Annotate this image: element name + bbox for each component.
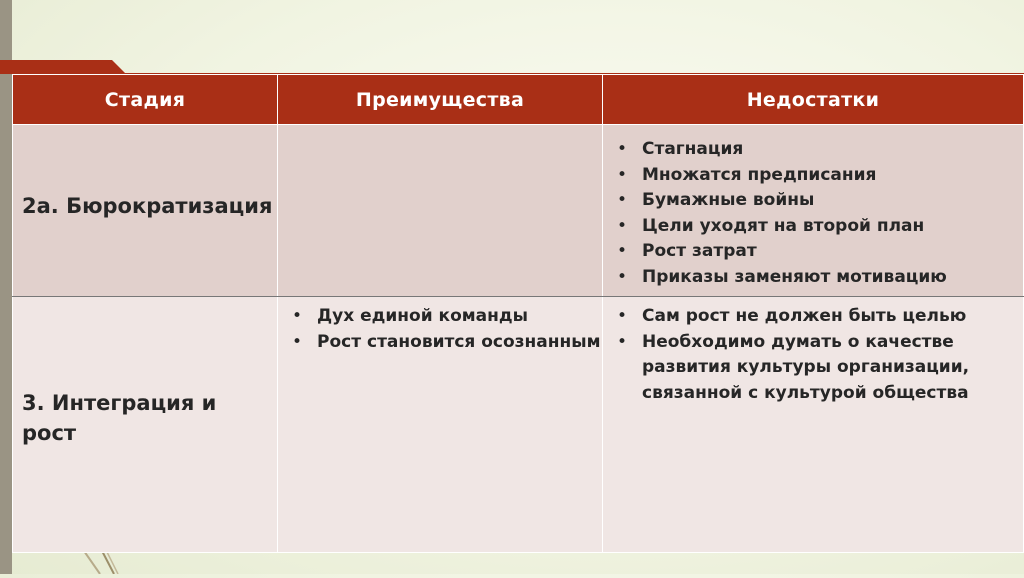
list-item: • Цели уходят на второй план xyxy=(642,214,1022,240)
list-item: • Дух единой команды xyxy=(317,304,601,330)
advantages-cell xyxy=(278,125,603,297)
header-accent-band xyxy=(0,60,1024,74)
list-item: • Множатся предписания xyxy=(642,163,1022,189)
disadvantages-cell xyxy=(603,125,1024,297)
stage-name: 2а. Бюрократизация xyxy=(13,125,278,297)
list-item: • Рост затрат xyxy=(642,239,1022,265)
stage-name: 3. Интеграция и рост xyxy=(13,297,278,553)
list-item: • Стагнация xyxy=(642,137,1022,163)
header-advantages: Преимущества xyxy=(278,75,603,125)
stages-table xyxy=(12,74,1024,553)
disadvantages-cell xyxy=(603,297,1024,553)
advantages-list xyxy=(279,298,601,355)
list-item: • Приказы заменяют мотивацию xyxy=(642,265,1022,291)
list-item: • Необходимо думать о качестве развития культуры организации, связанной с культурой общества xyxy=(642,330,1022,407)
table-header-row xyxy=(13,75,1024,125)
table-row xyxy=(13,125,1024,297)
list-item: • Рост становится осознанным xyxy=(317,330,601,356)
list-item: • Бумажные войны xyxy=(642,188,1022,214)
list-item: • Сам рост не должен быть целью xyxy=(642,304,1022,330)
header-disadvantages: Недостатки xyxy=(603,75,1024,125)
disadvantages-list xyxy=(604,298,1022,406)
disadvantages-list xyxy=(604,126,1022,290)
table-row xyxy=(13,297,1024,553)
left-accent-strip xyxy=(0,0,12,574)
header-stage: Стадия xyxy=(13,75,278,125)
advantages-cell xyxy=(278,297,603,553)
